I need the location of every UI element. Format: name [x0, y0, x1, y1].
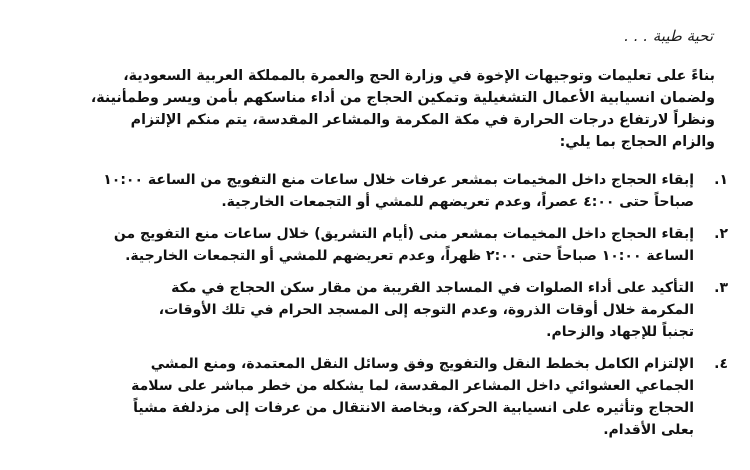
- item-number: ٣.: [714, 280, 728, 296]
- list-item: [28, 353, 728, 441]
- list-item: [28, 277, 728, 343]
- item-line: إبقاء الحجاج داخل المخيمات بمشعر منى (أيام التشريق) خلال ساعات منع التفويج من: [113, 226, 694, 242]
- list-item: [28, 223, 728, 267]
- item-line: الجماعي العشوائي داخل المشاعر المقدسة، لما يشكله من خطر مباشر على سلامة: [131, 378, 694, 394]
- item-text: [28, 353, 694, 441]
- item-line: الساعة ١٠:٠٠ صباحاً حتى ٢:٠٠ ظهراً، وعدم تعريضهم للمشي أو التجمعات الخارجية.: [125, 248, 694, 264]
- item-text: [28, 223, 694, 267]
- item-line: إبقاء الحجاج داخل المخيمات بمشعر عرفات خلال ساعات منع التفويج من الساعة ١٠:٠٠: [103, 172, 694, 188]
- item-line: الإلتزام الكامل بخطط النقل والتفويج وفق وسائل النقل المعتمدة، ومنع المشي: [150, 356, 694, 372]
- item-number: ١.: [714, 172, 728, 188]
- item-text: [28, 169, 694, 213]
- item-line: المكرمة خلال أوقات الذروة، وعدم التوجه إلى المسجد الحرام في تلك الأوقات،: [158, 302, 694, 318]
- item-line: بعلى الأقدام.: [603, 422, 694, 438]
- instructions-list: [28, 169, 728, 451]
- item-line: الحجاج وتأثيره على انسيابية الحركة، وبخاصة الانتقال من عرفات إلى مزدلفة مشياً: [133, 400, 694, 416]
- item-line: التأكيد على أداء الصلوات في المساجد القريبة من مقار سكن الحجاج في مكة: [171, 280, 694, 296]
- intro-line: ونظراً لارتفاع درجات الحرارة في مكة المكرمة والمشاعر المقدسة، يتم منكم الإلتزام: [130, 112, 715, 128]
- intro-paragraph: [35, 65, 715, 153]
- intro-line: والزام الحجاج بما يلي:: [559, 134, 715, 150]
- intro-line: بناءً على تعليمات وتوجيهات الإخوة في وزارة الحج والعمرة بالمملكة العربية السعودية،: [123, 68, 715, 84]
- item-text: [28, 277, 694, 343]
- item-number: ٢.: [714, 226, 728, 242]
- item-number: ٤.: [714, 356, 728, 372]
- greeting: تحية طيبة . . .: [624, 27, 713, 45]
- list-item: [28, 169, 728, 213]
- item-line: تجنباً للإجهاد والزحام.: [546, 324, 694, 340]
- intro-line: ولضمان انسيابية الأعمال التشغيلية وتمكين الحجاج من أداء مناسكهم بأمن ويسر وطمأنينة،: [90, 90, 715, 106]
- item-line: صباحاً حتى ٤:٠٠ عصراً، وعدم تعريضهم للمشي أو التجمعات الخارجية.: [221, 194, 694, 210]
